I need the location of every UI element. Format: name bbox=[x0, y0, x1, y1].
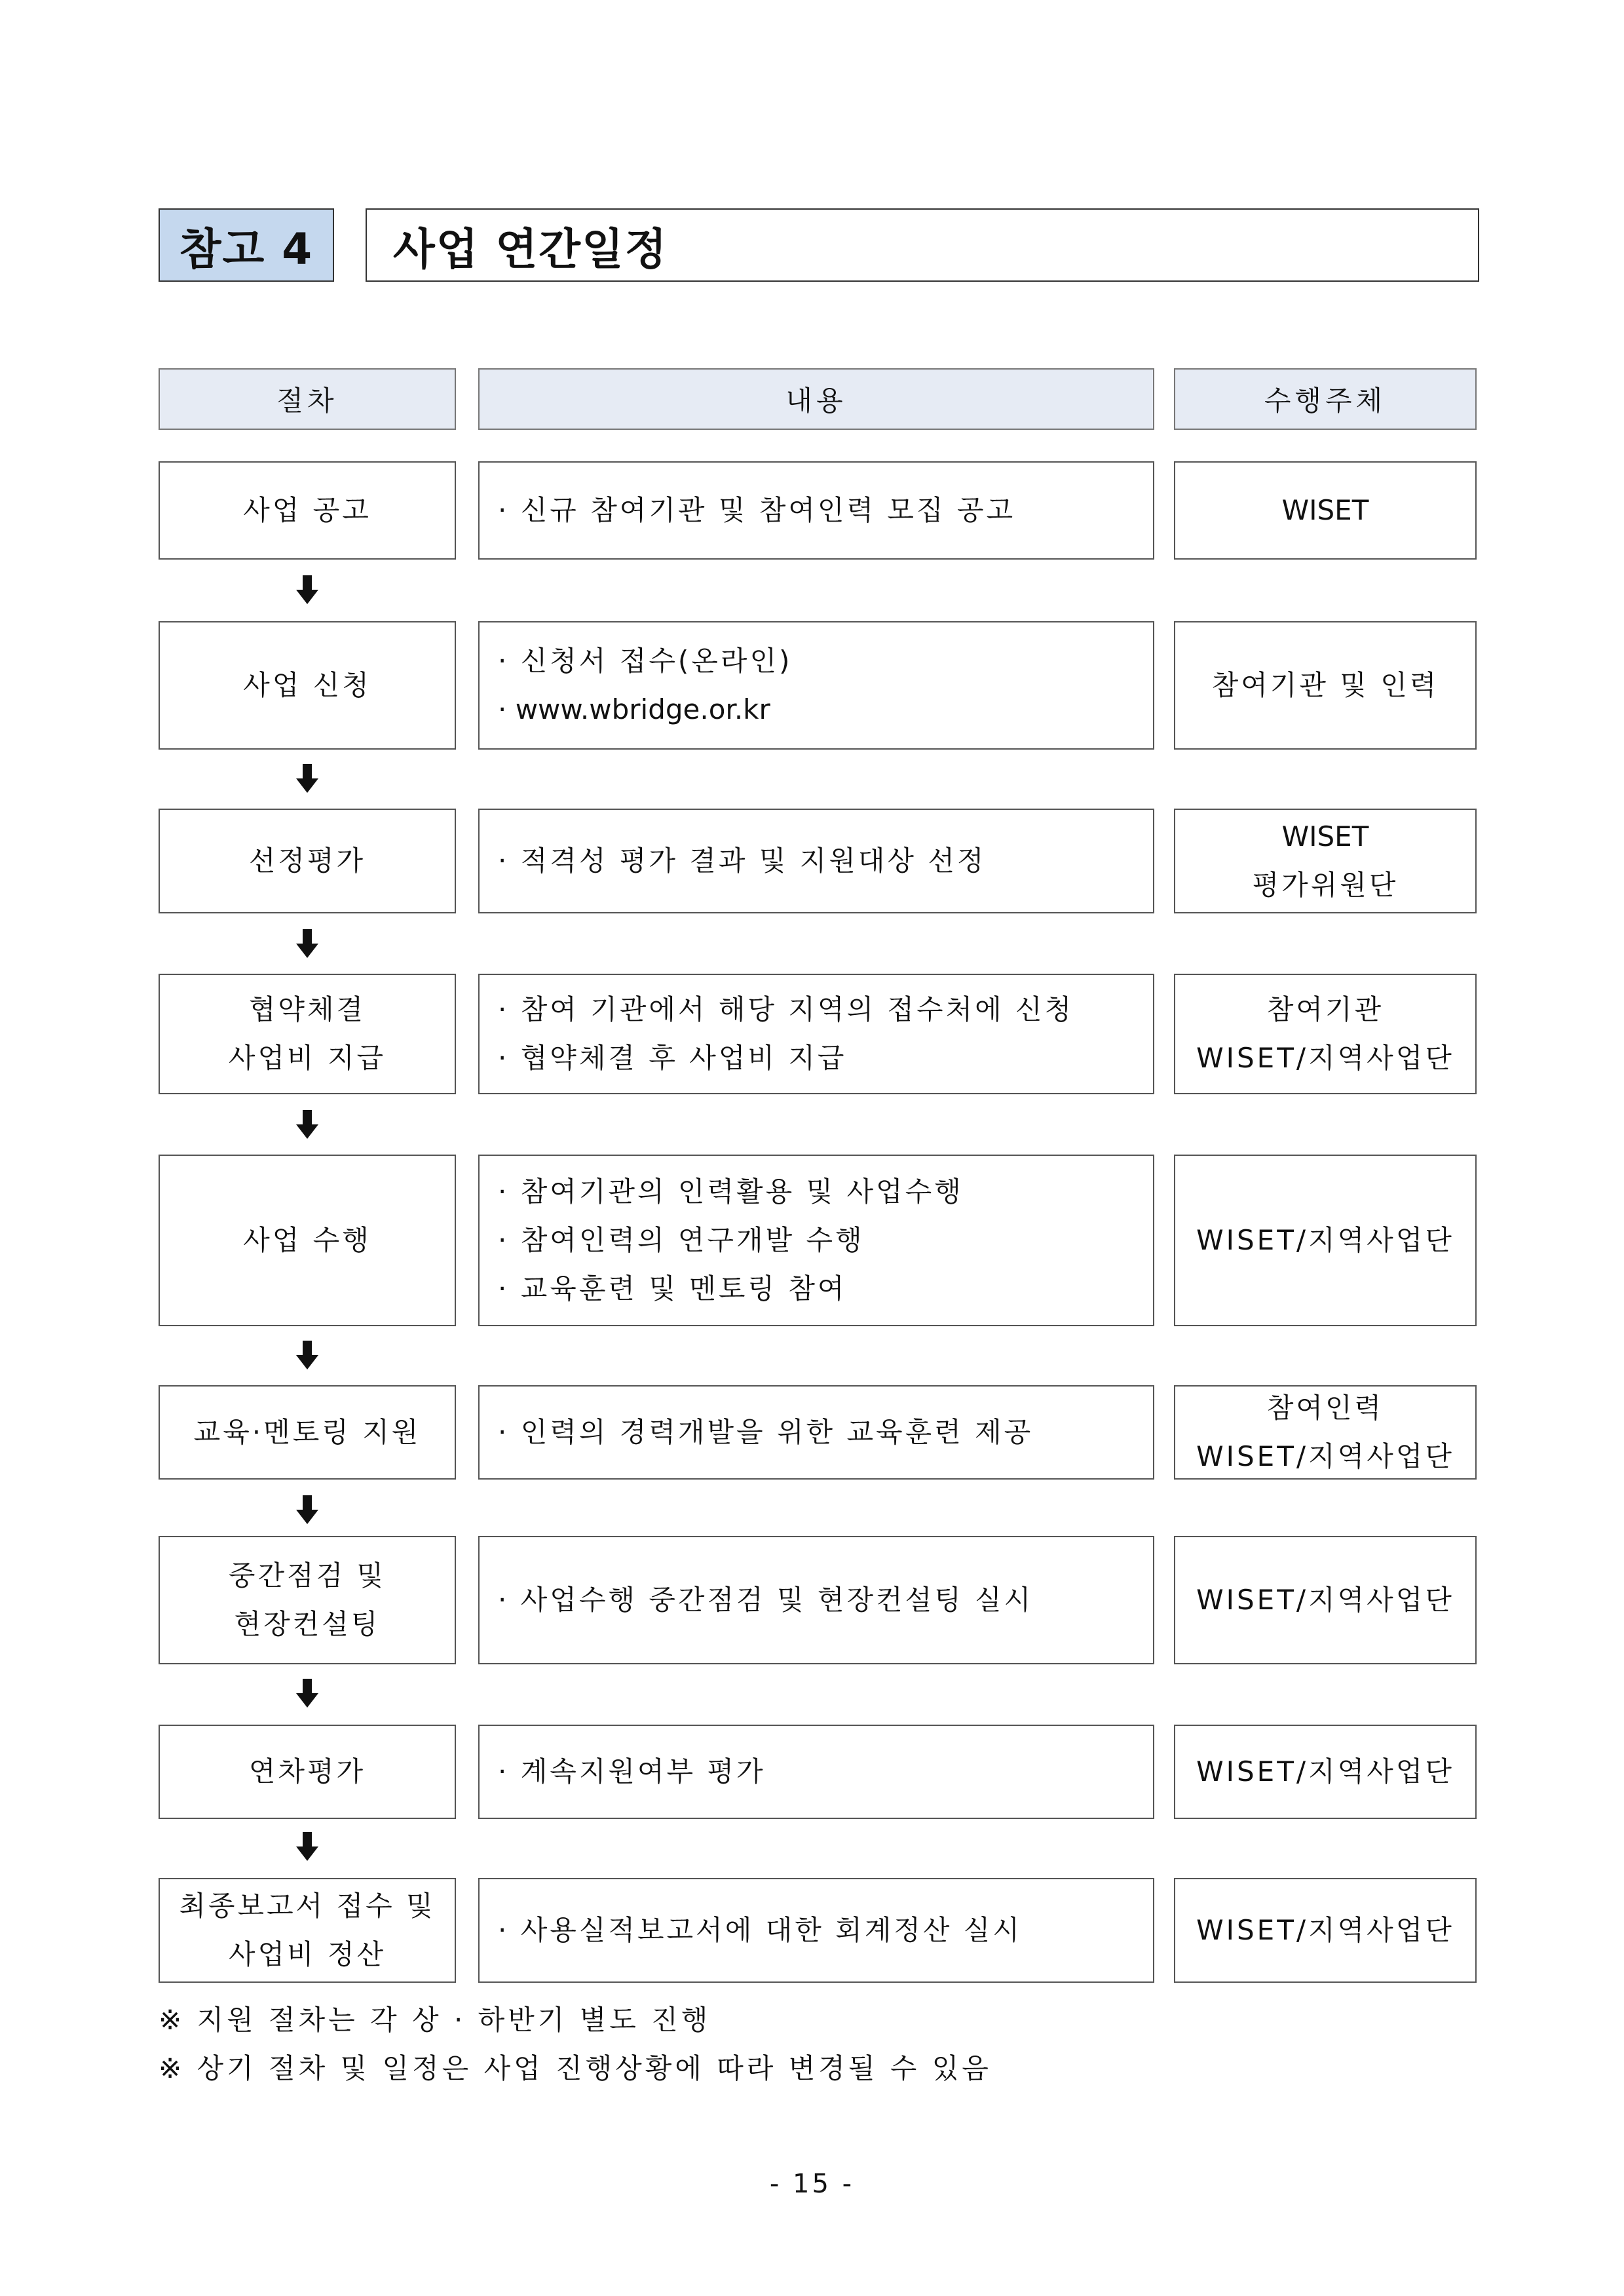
content-cell bbox=[478, 1385, 1154, 1480]
actor-text: WISET/지역사업단 bbox=[1196, 1914, 1454, 1946]
content-cell bbox=[478, 974, 1154, 1094]
down-arrow-icon bbox=[296, 1495, 318, 1524]
actor-text: WISET/지역사업단 bbox=[1196, 1224, 1454, 1256]
actor-cell bbox=[1174, 621, 1477, 750]
content-text: · 참여인력의 연구개발 수행 bbox=[498, 1224, 865, 1256]
step-text: 최종보고서 접수 및 bbox=[179, 1890, 436, 1922]
content-text: · 참여 기관에서 해당 지역의 접수처에 신청 bbox=[498, 993, 1074, 1025]
actor-cell bbox=[1174, 1878, 1477, 1983]
step-text: 현장컨설팅 bbox=[234, 1608, 381, 1640]
header-step bbox=[159, 368, 456, 430]
down-arrow-icon bbox=[296, 1110, 318, 1139]
actor-cell bbox=[1174, 809, 1477, 913]
step-text: 사업비 지급 bbox=[228, 1042, 387, 1074]
content-text: · 신규 참여기관 및 참여인력 모집 공고 bbox=[498, 494, 1016, 526]
header-actor bbox=[1174, 368, 1477, 430]
content-cell bbox=[478, 461, 1154, 560]
content-cell bbox=[478, 1878, 1154, 1983]
page-number: - 15 - bbox=[769, 2169, 855, 2199]
page-title bbox=[366, 208, 1479, 282]
content-text: · 적격성 평가 결과 및 지원대상 선정 bbox=[498, 845, 987, 877]
content-cell bbox=[478, 1725, 1154, 1819]
reference-badge bbox=[159, 208, 334, 282]
down-arrow-icon bbox=[296, 1341, 318, 1369]
actor-text: 참여기관 및 인력 bbox=[1211, 669, 1439, 701]
step-text: 선정평가 bbox=[248, 845, 366, 877]
actor-text: 참여인력 bbox=[1266, 1392, 1384, 1424]
step-text: 중간점검 및 bbox=[228, 1559, 387, 1592]
header-actor-label: 수행주체 bbox=[1264, 385, 1387, 417]
step-text: 교육·멘토링 지원 bbox=[193, 1416, 421, 1448]
content-cell bbox=[478, 1536, 1154, 1664]
content-text: · 참여기관의 인력활용 및 사업수행 bbox=[498, 1176, 964, 1208]
actor-cell bbox=[1174, 1385, 1477, 1480]
down-arrow-icon bbox=[296, 575, 318, 604]
actor-cell bbox=[1174, 461, 1477, 560]
actor-text: WISET/지역사업단 bbox=[1196, 1584, 1454, 1616]
actor-text: 평가위원단 bbox=[1252, 869, 1399, 901]
actor-text: 참여기관 bbox=[1266, 993, 1384, 1025]
step-cell bbox=[159, 1385, 456, 1480]
content-text: · 사업수행 중간점검 및 현장컨설팅 실시 bbox=[498, 1584, 1034, 1616]
header-content bbox=[478, 368, 1154, 430]
step-text: 사업비 정산 bbox=[228, 1938, 387, 1970]
step-cell bbox=[159, 1536, 456, 1664]
actor-text: WISET/지역사업단 bbox=[1196, 1755, 1454, 1788]
content-text: · 신청서 접수(온라인) bbox=[498, 645, 793, 677]
content-text: · 교육훈련 및 멘토링 참여 bbox=[498, 1272, 847, 1305]
actor-text: WISET/지역사업단 bbox=[1196, 1440, 1454, 1472]
actor-cell bbox=[1174, 1725, 1477, 1819]
content-cell bbox=[478, 809, 1154, 913]
content-cell bbox=[478, 621, 1154, 750]
content-text: · 계속지원여부 평가 bbox=[498, 1755, 766, 1788]
note-line: ※ 상기 절차 및 일정은 사업 진행상황에 따라 변경될 수 있음 bbox=[159, 2052, 992, 2084]
header-step-label: 절차 bbox=[276, 385, 338, 417]
page-title-text: 사업 연간일정 bbox=[393, 223, 668, 275]
step-text: 사업 공고 bbox=[243, 494, 371, 526]
actor-cell bbox=[1174, 974, 1477, 1094]
step-text: 연차평가 bbox=[248, 1755, 366, 1788]
content-text: · 사용실적보고서에 대한 회계정산 실시 bbox=[498, 1914, 1022, 1946]
down-arrow-icon bbox=[296, 1679, 318, 1708]
actor-text: WISET bbox=[1281, 494, 1369, 526]
actor-cell bbox=[1174, 1155, 1477, 1326]
step-cell bbox=[159, 1725, 456, 1819]
content-text: · 인력의 경력개발을 위한 교육훈련 제공 bbox=[498, 1416, 1034, 1448]
step-text: 협약체결 bbox=[248, 993, 366, 1025]
step-cell bbox=[159, 1878, 456, 1983]
content-cell bbox=[478, 1155, 1154, 1326]
actor-text: WISET/지역사업단 bbox=[1196, 1042, 1454, 1074]
down-arrow-icon bbox=[296, 764, 318, 793]
actor-cell bbox=[1174, 1536, 1477, 1664]
down-arrow-icon bbox=[296, 929, 318, 958]
reference-badge-label: 참고 4 bbox=[179, 223, 314, 275]
note-line: ※ 지원 절차는 각 상 · 하반기 별도 진행 bbox=[159, 2004, 711, 2036]
content-text: · 협약체결 후 사업비 지급 bbox=[498, 1042, 847, 1074]
step-cell bbox=[159, 461, 456, 560]
step-text: 사업 신청 bbox=[243, 669, 371, 701]
content-text: · www.wbridge.or.kr bbox=[498, 693, 770, 725]
step-cell bbox=[159, 809, 456, 913]
down-arrow-icon bbox=[296, 1832, 318, 1861]
step-text: 사업 수행 bbox=[243, 1224, 371, 1256]
header-content-label: 내용 bbox=[785, 385, 847, 417]
actor-text: WISET bbox=[1281, 820, 1369, 852]
step-cell bbox=[159, 974, 456, 1094]
step-cell bbox=[159, 1155, 456, 1326]
step-cell bbox=[159, 621, 456, 750]
